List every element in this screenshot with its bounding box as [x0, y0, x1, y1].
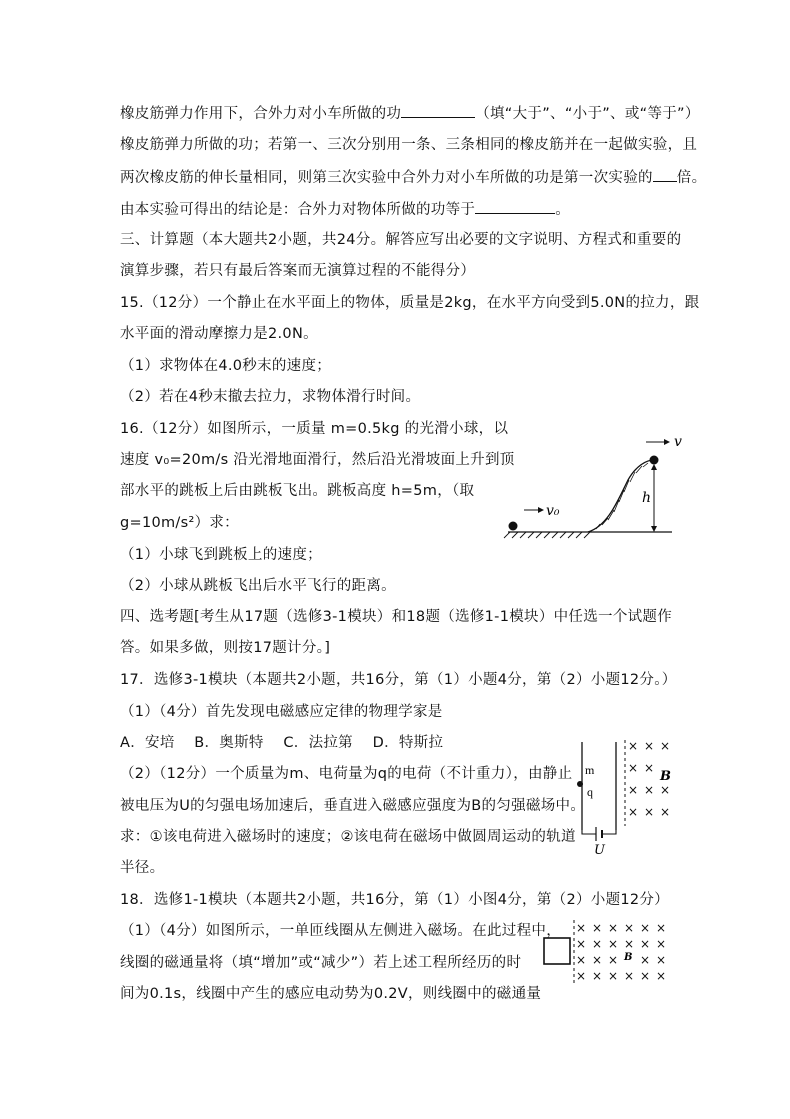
q15-sub1: （1）求物体在4.0秒末的速度；	[120, 358, 332, 374]
q15-line1: 15.（12分）一个静止在水平面上的物体，质量是2kg，在水平方向受到5.0N的拉力，跟	[120, 295, 700, 311]
svg-text:×: ×	[608, 969, 619, 983]
section4-heading-cont: 答。如果多做，则按17题计分。]	[120, 640, 331, 656]
q16-line1: 16.（12分）如图所示，一质量 m=0.5kg 的光滑小球，以	[120, 421, 509, 437]
label-U: U	[594, 843, 605, 858]
q14-line1-tail: （填“大于”、“小于”、或“等于”）	[475, 106, 700, 122]
svg-text:×: ×	[656, 969, 667, 983]
q16-sub2: （2）小球从跳板飞出后水平飞行的距离。	[120, 578, 396, 594]
slope-hatching	[596, 463, 648, 529]
svg-text:×: ×	[576, 921, 587, 935]
q17-sub1: （1）（4分）首先发现电磁感应定律的物理学家是	[120, 704, 443, 720]
svg-text:×: ×	[592, 953, 603, 967]
q16-line4: g=10m/s²）求：	[120, 515, 239, 531]
v-arrowhead	[664, 439, 670, 445]
svg-text:×: ×	[628, 783, 639, 797]
answer-blank[interactable]	[653, 166, 677, 182]
svg-text:×: ×	[624, 969, 635, 983]
q15-sub2: （2）若在4秒末撤去拉力，求物体滑行时间。	[120, 389, 421, 405]
label-h: h	[642, 490, 652, 506]
answer-blank[interactable]	[401, 102, 475, 118]
label-v: v	[674, 434, 682, 450]
coil-figure	[540, 918, 680, 988]
svg-text:×: ×	[624, 937, 635, 951]
q16-line3: 部水平的跳板上后由跳板飞出。跳板高度 h=5m，（取	[120, 483, 475, 499]
label-B: B	[624, 952, 633, 963]
magnetic-field-crosses	[576, 921, 666, 983]
q18-title: 18．选修1-1模块（本题共2小题，共16分，第（1）小图4分，第（2）小题12分）	[120, 892, 670, 908]
q16-line2: 速度 v₀=20m/s 沿光滑地面滑行，然后沿光滑坡面上升到顶	[120, 452, 515, 468]
accelerator-figure	[572, 738, 682, 856]
svg-text:×: ×	[576, 937, 587, 951]
section3-heading: 三、计算题（本大题共2小题，共24分。解答应写出必要的文字说明、方程式和重要的	[120, 232, 682, 248]
q15-line2: 水平面的滑动摩擦力是2.0N。	[120, 326, 318, 342]
svg-text:×: ×	[656, 937, 667, 951]
battery-wire-right	[602, 830, 616, 834]
q14-line2: 橡皮筋弹力所做的功；若第一、三次分别用一条、三条相同的橡皮筋并在一起做实验，且	[120, 137, 698, 153]
svg-text:×: ×	[660, 805, 671, 819]
ball-top	[650, 456, 659, 465]
ground-hatching	[504, 532, 590, 538]
svg-text:×: ×	[608, 953, 619, 967]
q18-sub1-line1: （1）（4分）如图所示，一单匝线圈从左侧进入磁场。在此过程中，	[120, 923, 561, 939]
label-q: q	[587, 785, 593, 799]
ball-start	[509, 522, 518, 531]
q17-sub2-line2: 被电压为U的匀强电场加速后，垂直进入磁感应强度为B的匀强磁场中。	[120, 798, 586, 814]
svg-text:×: ×	[592, 937, 603, 951]
section4-heading: 四、选考题[考生从17题（选修3-1模块）和18题（选修1-1模块）中任选一个试题作	[120, 609, 673, 625]
svg-text:×: ×	[644, 805, 655, 819]
label-m: m	[585, 763, 595, 777]
q17-sub2-line4: 半径。	[120, 860, 165, 876]
height-arrowhead-top	[651, 464, 657, 470]
q17-options: A．安培 B．奥斯特 C．法拉第 D．特斯拉	[120, 735, 444, 751]
label-B: B	[660, 769, 671, 784]
q14-line4-tail: 。	[555, 202, 571, 218]
section3-heading-cont: 演算步骤，若只有最后答案而无演算过程的不能得分）	[120, 263, 476, 279]
svg-text:×: ×	[608, 937, 619, 951]
coil-square	[544, 938, 570, 964]
q14-line3-text: 两次橡皮筋的伸长量相同，则第三次实验中合外力对小车所做的功是第一次实验的	[120, 170, 653, 186]
answer-blank[interactable]	[475, 198, 555, 214]
label-v0: v₀	[546, 503, 560, 519]
svg-text:×: ×	[592, 921, 603, 935]
q17-sub2-line3: 求：①该电荷进入磁场时的速度；②该电荷在磁场中做圆周运动的轨道	[120, 829, 576, 845]
svg-text:×: ×	[644, 783, 655, 797]
svg-text:×: ×	[576, 969, 587, 983]
svg-text:×: ×	[628, 805, 639, 819]
svg-text:×: ×	[640, 937, 651, 951]
charge-dot	[577, 781, 583, 787]
svg-text:×: ×	[608, 921, 619, 935]
height-arrowhead-bottom	[651, 526, 657, 532]
q18-sub1-line3: 间为0.1s，线圈中产生的感应电动势为0.2V，则线圈中的磁通量	[120, 986, 542, 1002]
svg-text:×: ×	[624, 921, 635, 935]
svg-text:×: ×	[628, 761, 639, 775]
svg-text:×: ×	[644, 761, 655, 775]
q14-line3	[120, 166, 706, 188]
ramp-figure	[500, 430, 690, 540]
q14-line4	[120, 198, 570, 220]
q17-sub2-line1: （2）（12分）一个质量为m、电荷量为q的电荷（不计重力），由静止	[120, 766, 573, 782]
svg-text:×: ×	[640, 953, 651, 967]
svg-text:×: ×	[656, 921, 667, 935]
q17-title: 17．选修3-1模块（本题共2小题，共16分，第（1）小题4分，第（2）小题12分。）	[120, 672, 677, 688]
svg-text:×: ×	[592, 969, 603, 983]
v0-arrowhead	[538, 507, 544, 513]
q14-line3-tail: 倍。	[676, 170, 707, 186]
svg-text:×: ×	[576, 953, 587, 967]
q18-sub1-line2: 线圈的磁通量将（填“增加”或“减少”）若上述工程所经历的时	[120, 955, 522, 971]
svg-text:×: ×	[660, 739, 671, 753]
q16-sub1: （1）小球飞到跳板上的速度；	[120, 547, 322, 563]
q14-line4-text: 由本实验可得出的结论是：合外力对物体所做的功等于	[120, 202, 476, 218]
svg-text:×: ×	[628, 739, 639, 753]
battery-wire-left	[582, 830, 596, 834]
svg-text:×: ×	[644, 739, 655, 753]
svg-text:×: ×	[660, 783, 671, 797]
q14-line1	[120, 102, 700, 124]
svg-text:×: ×	[640, 921, 651, 935]
svg-text:×: ×	[656, 953, 667, 967]
q14-line1-text: 橡皮筋弹力作用下，合外力对小车所做的功	[120, 106, 402, 122]
svg-text:×: ×	[640, 969, 651, 983]
